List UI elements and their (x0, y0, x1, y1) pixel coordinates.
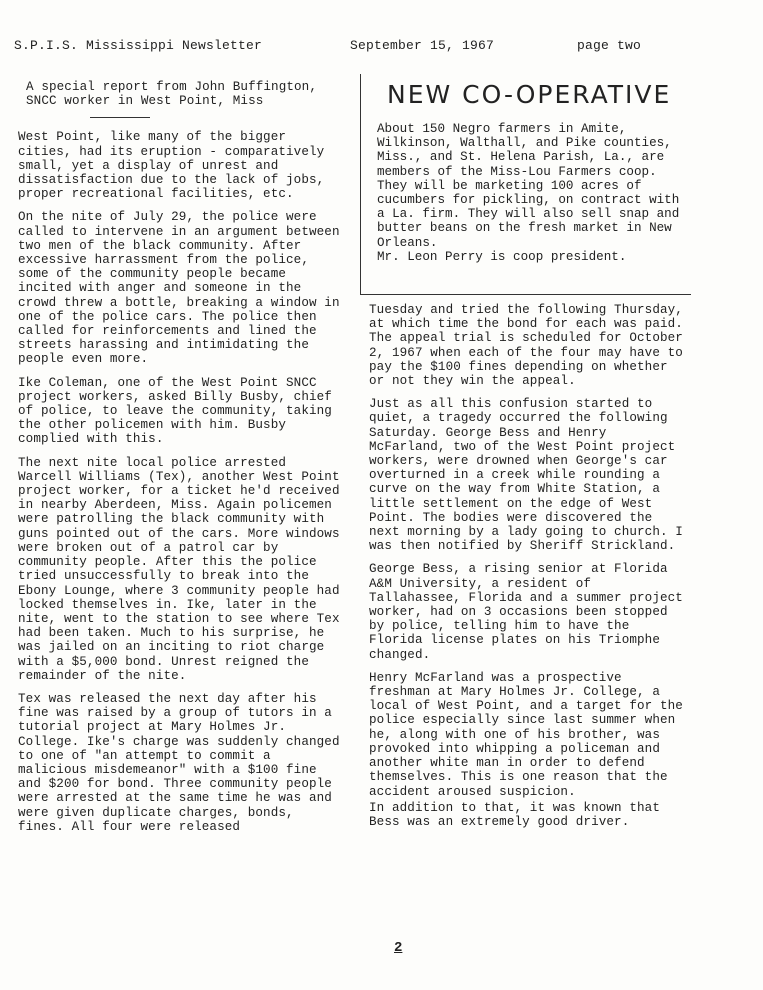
coop-title: NEW CO-OPERATIVE (387, 80, 672, 109)
page-header (14, 38, 749, 58)
report-intro: A special report from John Buffington, SNCC worker in West Point, Miss (26, 80, 317, 109)
article-paragraph: Just as all this confusion started to quiet, a tragedy occurred the following Saturday. George Bess and Henry McFarland, two of the West Point project workers, were drowned when George's car overturned in a creek while rounding a curve on the way from White Station, a little settlement on the edge of West Point. The bodies were discovered the next morning by a lady going to church. I was then notified by Sheriff Strickland. (369, 397, 683, 554)
article-paragraph: The next nite local police arrested Warcell Williams (Tex), another West Point project worker, for a ticket he'd received in nearby Aberdeen, Miss. Again policemen were patrolling the black community with guns pointed out of the cars. More windows were broken out of a patrol car by community people. After this the police tried unsuccessfully to break into the Ebony Lounge, where 3 community people had locked themselves in. Ike, later in the nite, went to the station to see where Tex had been taken. Much to his surprise, he was jailed on an inciting to riot charge with a $5,000 bond. Unrest reigned the remainder of the nite. (18, 455, 340, 683)
article-paragraph: George Bess, a rising senior at Florida A&M University, a resident of Tallahassee, Florida and a summer project worker, had on 3 occasions been stopped by police, telling him to have the Florida license plates on his Triomphe changed. (369, 562, 683, 662)
article-paragraph: Tex was released the next day after his fine was raised by a group of tutors in a tutorial project at Mary Holmes Jr. College. Ike's charge was suddenly changed to one of "an attempt to commit a malicious misdemeanor" with a $100 fine and $200 for bond. Three community people were arrested at the same time he was and were given duplicate charges, bonds, fines. All four were released (18, 691, 340, 834)
issue-date: September 15, 1967 (350, 38, 495, 53)
article-paragraph: West Point, like many of the bigger cities, had its eruption - comparatively small, yet a display of unrest and dissatisfaction due to the lack of jobs, proper recreational facilities, etc. (18, 130, 325, 202)
page-label: page two (577, 38, 642, 53)
article-paragraph: On the nite of July 29, the police were called to intervene in an argument between two men of the black community. After excessive harrassment from the police, some of the community people became incited with anger and someone in the crowd threw a bottle, breaking a window in one of the police cars. The police then called for reinforcements and lined the streets harassing and intimidating the people even more. (18, 210, 340, 367)
article-paragraph: Ike Coleman, one of the West Point SNCC project workers, asked Billy Busby, chief of police, to leave the community, taking the other policemen with him. Busby complied with this. (18, 375, 332, 447)
coop-sidebar (360, 74, 691, 295)
page-number: 2 (394, 940, 403, 956)
newsletter-name: S.P.I.S. Mississippi Newsletter (14, 38, 263, 53)
left-column (18, 80, 343, 843)
article-paragraph: In addition to that, it was known that Bess was an extremely good driver. (369, 800, 660, 829)
intro-divider (90, 117, 150, 118)
article-paragraph: Henry McFarland was a prospective freshman at Mary Holmes Jr. College, a local of West Point, and a target for the police especially since last summer when he, along with one of his brother, was provoked into whipping a policeman and another white man in order to defend themselves. This is one reason that the accident aroused suspicion. (369, 670, 683, 799)
coop-president: Mr. Leon Perry is coop president. (377, 249, 627, 264)
article-paragraph: Tuesday and tried the following Thursday, at which time the bond for each was paid. The appeal trial is scheduled for October 2, 1967 when each of the four may have to pay the $100 fines depending on whether or not they win the appeal. (369, 303, 683, 389)
right-column (369, 303, 689, 838)
coop-body (377, 122, 689, 264)
coop-text: About 150 Negro farmers in Amite, Wilkinson, Walthall, and Pike counties, Miss., and St. Helena Parish, La., are members of the Miss-Lou Farmers coop. They will be marketing 100 acres of cucumbers for pickling, on contract with a La. firm. They will also sell snap and butter beans on the fresh market in New Orleans. (377, 122, 680, 250)
